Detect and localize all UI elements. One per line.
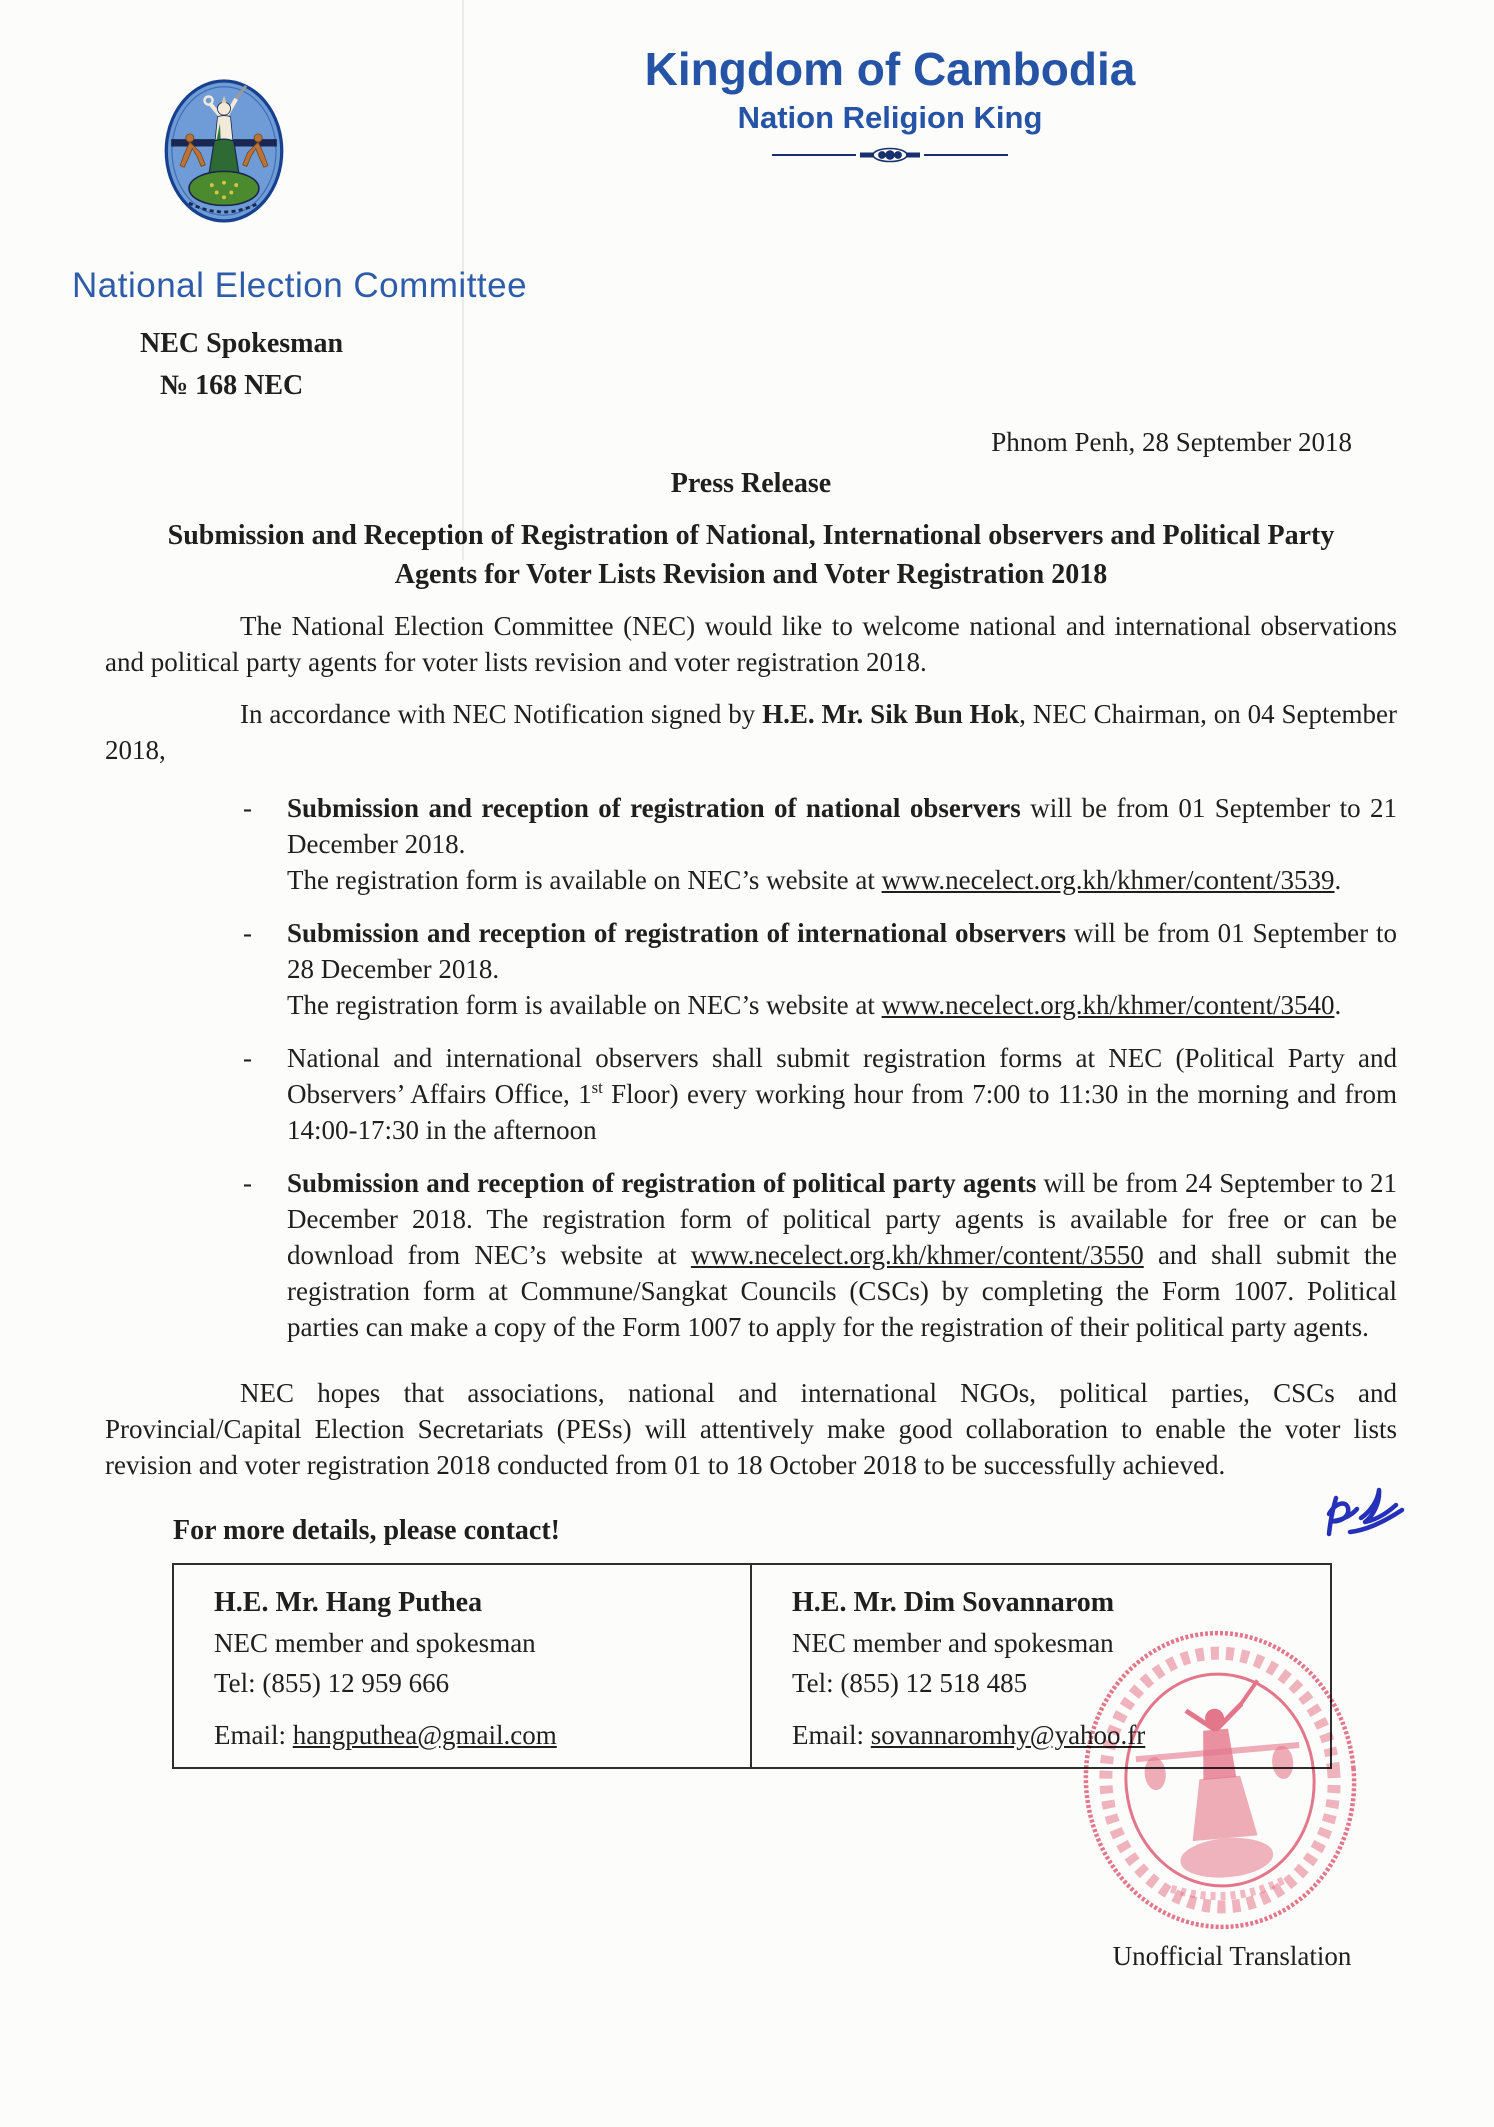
spokesman-label: NEC Spokesman [140,328,344,359]
bullet-list [243,790,1397,1345]
bullet-bold-text: Submission and reception of registration of national observers [287,793,1021,823]
ornamental-divider-icon [612,146,1168,164]
list-item-national-observers [243,790,1397,898]
contact-tel: Tel: (855) 12 959 666 [214,1668,450,1698]
bullet-marker: - [243,1168,252,1198]
registration-form-line [287,862,1397,898]
nec-red-seal-stamp [1065,1614,1375,1946]
press-release-label: Press Release [670,468,832,499]
accordance-paragraph [105,696,1397,768]
dateline: Phnom Penh, 28 September 2018 [991,427,1352,457]
signature-initials-icon [1320,1476,1410,1548]
bullet-text-end: and shall submit the registration form at Commune/Sangkat Councils (CSCs) by completing the Form 1007. Political parties can make a copy of the Form 1007 to apply for the registration of their political party agents. [287,1240,1397,1342]
email-label: Email: [792,1720,871,1750]
contact-name: H.E. Mr. Hang Puthea [214,1587,483,1618]
ordinal-superscript: st [591,1078,603,1097]
list-item-party-agents [243,1165,1397,1345]
reference-number: № 168 NEC [160,370,304,401]
email-label: Email: [214,1720,293,1750]
document-title: Submission and Reception of Registration of National, International observers and Political Party Agents for Voter Lists Revision and Voter Registration 2018 [167,520,1335,590]
contact-heading: For more details, please contact! [173,1515,560,1546]
cambodia-nec-emblem-icon [163,60,285,246]
contact-card-hang-puthea [174,1565,752,1767]
bullet-lead [287,790,1397,862]
bullet-bold-text: Submission and reception of registration of political party agents [287,1168,1037,1198]
bullet-marker: - [243,918,252,948]
bullet-lead [287,915,1397,987]
form-text-end: . [1334,865,1342,895]
bullet-text: will be from 01 September to 21 December 2018. [287,793,1397,859]
contact-email-line [214,1715,738,1755]
bullet-bold-text: Submission and reception of registration of international observers [287,918,1066,948]
email-link-sovannaromhy[interactable]: sovannaromhy@yahoo.fr [870,1720,1146,1750]
committee-name: National Election Committee [72,266,528,305]
form-text: The registration form is available on NEC’s website at [287,865,882,895]
bullet-content [287,915,1397,1023]
national-motto: Nation Religion King [737,100,1043,135]
intro-paragraph [105,608,1397,680]
bullet-content [287,790,1397,898]
registration-form-link-3540[interactable]: www.necelect.org.kh/khmer/content/3540 [881,990,1335,1020]
registration-form-link-3550[interactable]: www.necelect.org.kh/khmer/content/3550 [690,1240,1144,1270]
bullet-content [287,1165,1397,1345]
accordance-post: , NEC Chairman, on 04 September 2018, [105,699,1397,765]
form-text-end: . [1334,990,1342,1020]
contact-role: NEC member and spokesman [214,1628,536,1658]
document-body [105,424,1397,1549]
registration-form-line [287,987,1397,1023]
accordance-pre: In accordance with NEC Notification signed by [240,699,763,729]
bullet-text: National and international observers shall submit registration forms at NEC (Political Party and Observers’ Affairs Office, 1 [287,1043,1397,1109]
email-link-hangputhea[interactable]: hangputhea@gmail.com [292,1720,557,1750]
unofficial-translation-label: Unofficial Translation [1112,1941,1352,1971]
bullet-marker: - [243,1043,252,1073]
list-item-submission-location [243,1040,1397,1148]
list-item-international-observers [243,915,1397,1023]
contact-name: H.E. Mr. Dim Sovannarom [792,1587,1115,1618]
contact-tel: Tel: (855) 12 518 485 [792,1668,1028,1698]
closing-paragraph [105,1375,1397,1483]
form-text: The registration form is available on NEC’s website at [287,990,882,1020]
bullet-text: will be from 01 September to 28 December 2018. [287,918,1397,984]
contact-role: NEC member and spokesman [792,1628,1114,1658]
registration-form-link-3539[interactable]: www.necelect.org.kh/khmer/content/3539 [881,865,1335,895]
bullet-text: will be from 24 September to 21 December 2018. The registration form of political party agents is available for free or can be download from NEC’s website at [287,1168,1397,1270]
bullet-marker: - [243,793,252,823]
chairman-name: H.E. Mr. Sik Bun Hok [762,699,1020,729]
kingdom-title: Kingdom of Cambodia [644,43,1136,95]
closing-text: NEC hopes that associations, national and international NGOs, political parties, CSCs and Provincial/Capital Election Secretariats (PESs) will attentively make good collaboration to enable the voter lists revision and voter registration 2018 conducted from 01 to 18 October 2018 to be successfully achieved. [105,1378,1397,1480]
intro-text: The National Election Committee (NEC) would like to welcome national and international observations and political party agents for voter lists revision and voter registration 2018. [105,611,1397,677]
bullet-text-end: Floor) every working hour from 7:00 to 11:30 in the morning and from 14:00-17:30 in the afternoon [287,1079,1397,1145]
bullet-content [287,1040,1397,1148]
